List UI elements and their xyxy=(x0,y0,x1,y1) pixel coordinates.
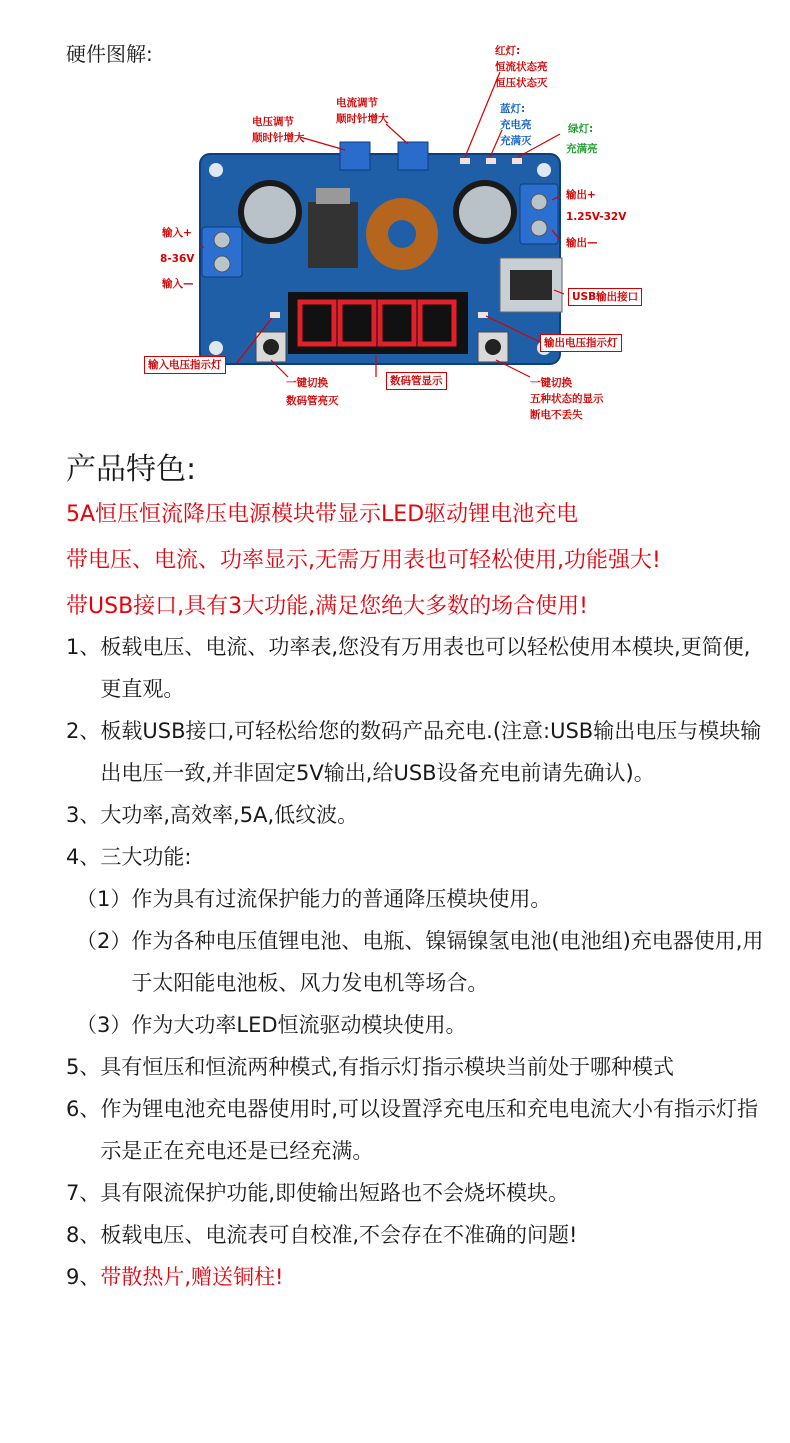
item-number: （1） xyxy=(76,887,132,911)
list-item xyxy=(66,1256,766,1298)
output-range-label: 1.25V-32V xyxy=(566,211,627,223)
item-number: 7、 xyxy=(66,1181,101,1205)
usb-port-label: USB输出接口 xyxy=(568,288,642,306)
item-text: 作为大功率LED恒流驱动模块使用。 xyxy=(131,1013,467,1037)
red-light-label: 红灯: xyxy=(495,45,521,57)
list-item xyxy=(66,1004,766,1046)
hardware-title: 硬件图解: xyxy=(66,42,153,66)
button-left-label-2: 数码管亮灭 xyxy=(286,395,339,407)
output-led-label: 输出电压指示灯 xyxy=(540,334,622,352)
item-number: 6、 xyxy=(66,1097,101,1121)
list-item xyxy=(66,1046,766,1088)
item-number: 4、 xyxy=(66,845,101,869)
item-text: 作为具有过流保护能力的普通降压模块使用。 xyxy=(131,887,552,911)
list-item xyxy=(66,1172,766,1214)
item-text: 板载USB接口,可轻松给您的数码产品充电.(注意:USB输出电压与模块输出电压一致,并非固定5V输出,给USB设备充电前请先确认)。 xyxy=(100,719,762,785)
input-plus-label: 输入+ xyxy=(162,227,192,239)
item-number: （3） xyxy=(76,1013,132,1037)
item-number: 3、 xyxy=(66,803,101,827)
current-adjust-direction: 顺时针增大 xyxy=(336,113,389,125)
item-text: 具有限流保护功能,即使输出短路也不会烧坏模块。 xyxy=(100,1181,570,1205)
button-right-label-1: 一键切换 xyxy=(530,377,572,389)
highlight-line: 5A恒压恒流降压电源模块带显示LED驱动锂电池充电 xyxy=(66,502,579,527)
output-plus-label: 输出+ xyxy=(566,189,596,201)
voltage-adjust-direction: 顺时针增大 xyxy=(252,132,305,144)
list-item xyxy=(66,1214,766,1256)
red-light-on: 恒流状态亮 xyxy=(495,61,548,73)
highlight-line: 带电压、电流、功率显示,无需万用表也可轻松使用,功能强大! xyxy=(66,548,661,573)
highlight-lines xyxy=(66,496,661,634)
input-minus-label: 输入— xyxy=(162,278,194,290)
item-number: 5、 xyxy=(66,1055,101,1079)
button-left-label-1: 一键切换 xyxy=(286,377,328,389)
green-light-on: 充满亮 xyxy=(566,143,598,155)
voltage-adjust-label: 电压调节 xyxy=(252,116,294,128)
item-text: 板载电压、电流、功率表,您没有万用表也可以轻松使用本模块,更简便,更直观。 xyxy=(100,635,751,701)
blue-light-off: 充满灭 xyxy=(500,135,532,147)
display-label: 数码管显示 xyxy=(386,372,447,390)
list-item xyxy=(66,626,766,710)
item-text: 具有恒压和恒流两种模式,有指示灯指示模块当前处于哪种模式 xyxy=(100,1055,675,1079)
list-item xyxy=(66,794,766,836)
current-adjust-label: 电流调节 xyxy=(336,97,378,109)
button-right-label-3: 断电不丢失 xyxy=(530,409,583,421)
item-number: 9、 xyxy=(66,1265,101,1289)
pcb-diagram xyxy=(140,42,650,432)
item-number: 2、 xyxy=(66,719,101,743)
item-text: 大功率,高效率,5A,低纹波。 xyxy=(100,803,359,827)
button-right-label-2: 五种状态的显示 xyxy=(530,393,604,405)
list-item xyxy=(66,878,766,920)
item-text: 作为各种电压值锂电池、电瓶、镍镉镍氢电池(电池组)充电器使用,用于太阳能电池板、风力发电机等场合。 xyxy=(131,929,764,995)
input-led-label: 输入电压指示灯 xyxy=(144,356,226,374)
item-text: 三大功能: xyxy=(100,845,192,869)
blue-light-on: 充电亮 xyxy=(500,119,532,131)
list-item xyxy=(66,836,766,878)
item-text: 作为锂电池充电器使用时,可以设置浮充电压和充电电流大小有指示灯指示是正在充电还是已经充满。 xyxy=(100,1097,759,1163)
output-minus-label: 输出— xyxy=(566,237,598,249)
item-text: 板载电压、电流表可自校准,不会存在不准确的问题! xyxy=(100,1223,578,1247)
item-number: 1、 xyxy=(66,635,101,659)
list-item xyxy=(66,1088,766,1172)
input-range-label: 8-36V xyxy=(160,253,195,265)
item-text: 带散热片,赠送铜柱! xyxy=(100,1265,284,1289)
blue-light-label: 蓝灯: xyxy=(500,103,526,115)
highlight-line: 带USB接口,具有3大功能,满足您绝大多数的场合使用! xyxy=(66,594,588,619)
features-title: 产品特色: xyxy=(66,452,197,487)
item-number: （2） xyxy=(76,929,132,953)
list-item xyxy=(66,920,766,1004)
green-light-label: 绿灯: xyxy=(568,123,594,135)
feature-list xyxy=(66,626,766,1298)
item-number: 8、 xyxy=(66,1223,101,1247)
red-light-off: 恒压状态灭 xyxy=(495,77,548,89)
list-item xyxy=(66,710,766,794)
